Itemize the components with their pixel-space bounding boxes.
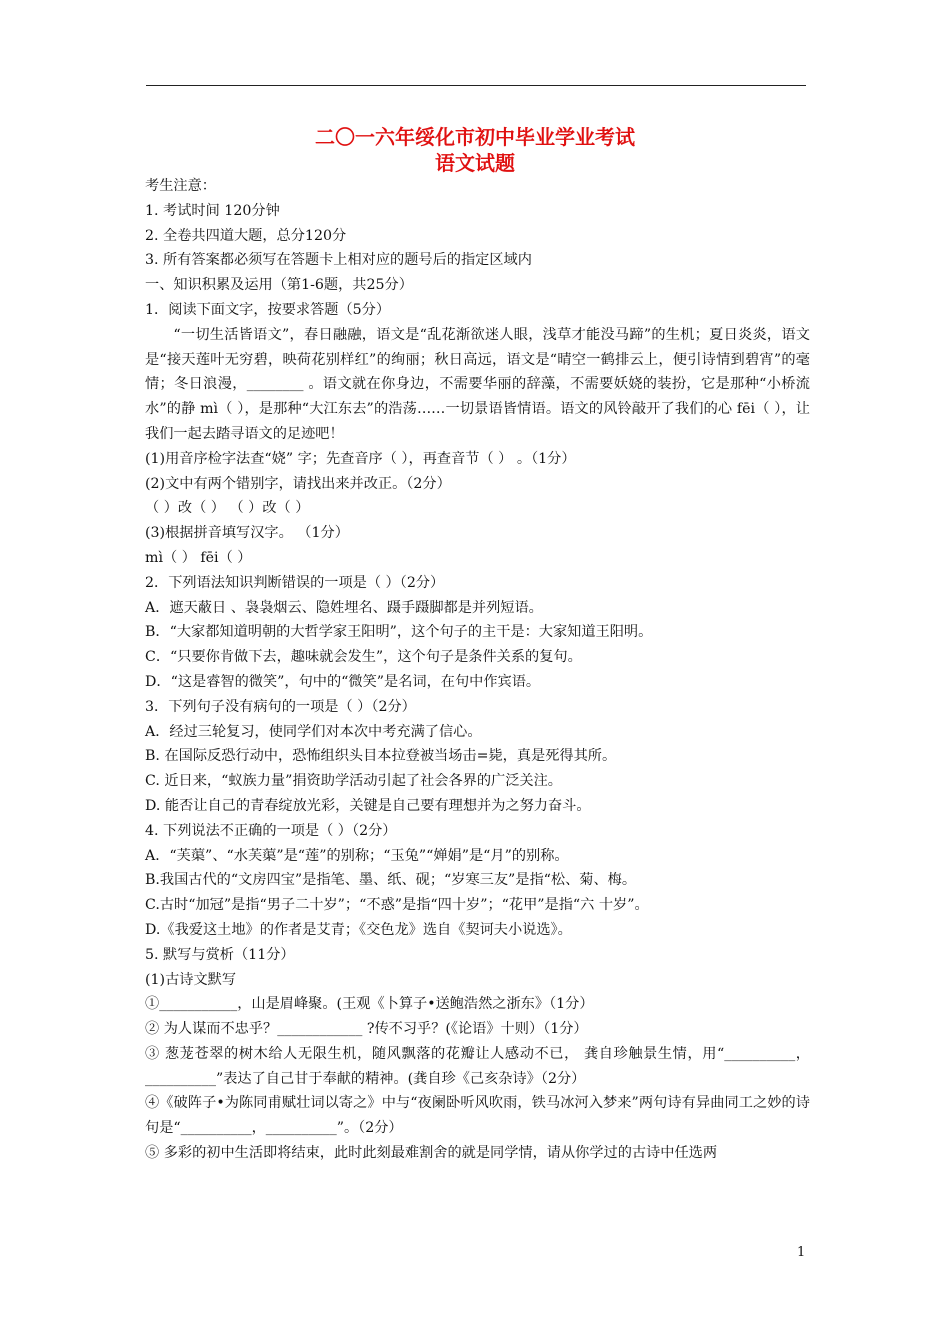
question-stem: 1．阅读下面文字，按要求答题（5分） [145, 301, 391, 318]
option: D．“这是睿智的微笑”，句中的“微笑”是名词，在句中作宾语。 [145, 673, 541, 690]
option: B.我国古代的“文房四宝”是指笔、墨、纸、砚；“岁寒三友”是指“松、菊、梅。 [145, 872, 637, 889]
sub-question: (1)古诗文默写 [145, 971, 237, 988]
section-heading: 一、知识积累及运用（第1-6题，共25分） [145, 277, 413, 294]
option: C．“只要你肯做下去，趣味就会发生”，这个句子是条件关系的复句。 [145, 649, 582, 666]
recitation-item: ①___________，山是眉峰聚。(王观《卜算子•送鲍浩然之浙东》（1分） [145, 996, 594, 1013]
answer-blanks: mì（ ） fēi（ ） [145, 549, 252, 566]
option: B. 在国际反恐行动中，恐怖组织头目本拉登被当场击=毙，真是死得其所。 [145, 748, 617, 765]
recitation-item: ③ 葱茏苍翠的树木给人无限生机，随风飘落的花瓣让人感动不已， 龚自珍触景生情，用“__________，__________”表达了自己甘于奉献的精神。(龚自珍《己亥杂诗》（2分） [145, 1045, 810, 1087]
option: C. 近日来，“蚁族力量”捐资助学活动引起了社会各界的广泛关注。 [145, 773, 562, 790]
option: A．经过三轮复习，使同学们对本次中考充满了信心。 [145, 723, 482, 740]
question-stem: 3．下列句子没有病句的一项是（ ）（2分） [145, 698, 416, 715]
option: C.古时“加冠”是指“男子二十岁”；“不惑”是指“四十岁”；“花甲”是指“六 十岁”。 [145, 897, 649, 914]
sub-question: (1)用音序检字法查“娆” 字；先查音序（ ），再查音节（ ） 。（1分） [145, 450, 576, 467]
sub-question: (3)根据拼音填写汉字。 （1分） [145, 525, 349, 542]
recitation-item: ④《破阵子•为陈同甫赋壮词以寄之》中与“夜阑卧听风吹雨，铁马冰河入梦来”两句诗有异曲同工之妙的诗句是“__________，__________”。（2分） [145, 1095, 810, 1137]
recitation-item: ② 为人谋而不忠乎？____________ ?传不习乎？(《论语》十则）（1分） [145, 1021, 588, 1038]
option: A．“芙蕖”、“水芙蕖”是“莲”的别称；“玉兔”“婵娟”是“月”的别称。 [145, 847, 569, 864]
recitation-item: ⑤ 多彩的初中生活即将结束，此时此刻最难割舍的就是同学情，请从你学过的古诗中任选两 [145, 1145, 718, 1162]
sub-question: (2)文中有两个错别字，请找出来并改正。（2分） [145, 475, 451, 492]
option: A．遮天蔽日 、袅袅烟云、隐姓埋名、蹑手蹑脚都是并列短语。 [145, 599, 543, 616]
question-stem: 4. 下列说法不正确的一项是（ ）（2分） [145, 822, 397, 839]
exam-body [145, 174, 810, 1166]
answer-blanks: （ ）改（ ） （ ）改（ ） [145, 500, 310, 517]
reading-passage: “一切生活皆语文”，春日融融，语文是“乱花渐欲迷人眼，浅草才能没马蹄”的生机；夏日炎炎，语文是“接天莲叶无穷碧，映荷花别样红”的绚丽；秋日高远，语文是“晴空一鹤排云上，便引诗情到碧宵”的毫情；冬日浪漫，________ 。语文就在你身边，不需要华丽的辞藻，不需要妖娆的装扮，它是那种“小桥流水”的静 mì（ ），是那种“大江东去”的浩荡……一切景语皆情语。语文的风铃敲开了我们的心 fēi（ ），让我们一起去踏寻语文的足迹吧！ [145, 326, 810, 442]
option: B．“大家都知道明朝的大哲学家王阳明”，这个句子的主干是：大家知道王阳明。 [145, 624, 653, 641]
page-number: 1 [797, 1245, 806, 1260]
notice-item: 1. 考试时间 120分钟 [145, 202, 280, 219]
header-rule [146, 85, 806, 86]
question-stem: 5. 默写与赏析（11分） [145, 946, 295, 963]
option: D. 能否让自己的青春绽放光彩，关键是自己要有理想并为之努力奋斗。 [145, 797, 591, 814]
notice-heading: 考生注意： [145, 178, 216, 194]
notice-item: 3. 所有答案都必须写在答题卡上相对应的题号后的指定区域内 [145, 252, 532, 269]
exam-subtitle: 语文试题 [435, 151, 515, 175]
notice-item: 2. 全卷共四道大题，总分120分 [145, 227, 347, 244]
option: D.《我爱这土地》的作者是艾青；《交色龙》选自《契诃夫小说选》。 [145, 921, 572, 938]
exam-title: 二〇一六年绥化市初中毕业学业考试 [315, 125, 635, 149]
question-stem: 2．下列语法知识判断错误的一项是（ ）（2分） [145, 574, 445, 591]
